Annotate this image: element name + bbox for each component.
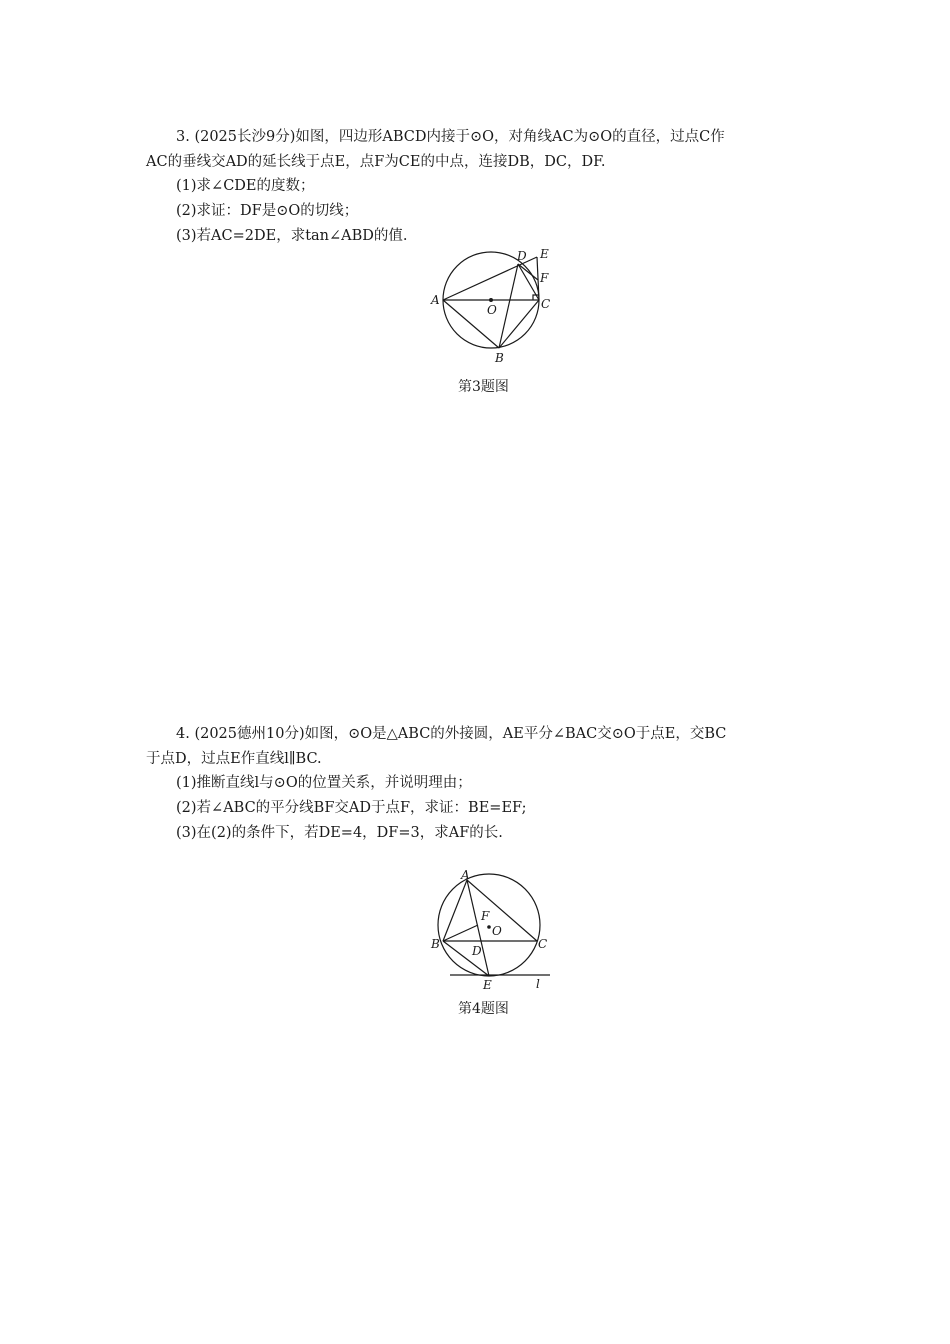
label-d: D [472, 944, 482, 958]
label-o: O [492, 924, 502, 938]
question-4-figure-caption: 第4题图 [458, 1001, 509, 1017]
label-b: B [495, 351, 504, 365]
center-dot [487, 925, 491, 929]
label-c: C [541, 297, 551, 311]
question-4-part-1: (1)推断直线l与⊙O的位置关系，并说明理由； [176, 775, 472, 791]
segment-ae [443, 257, 537, 300]
question-4-line-1: 4. (2025德州10分)如图，⊙O是△ABC的外接圆，AE平分∠BAC交⊙O于点E，交BC [176, 726, 727, 742]
question-3-line-1: 3. (2025长沙9分)如图，四边形ABCD内接于⊙O，对角线AC为⊙O的直径，过点C作 [176, 129, 725, 145]
label-f: F [540, 271, 549, 285]
question-4-part-3: (3)在(2)的条件下，若DE=4，DF=3，求AF的长. [176, 825, 503, 841]
question-4-figure [425, 866, 560, 994]
question-4-line-2: 于点D，过点E作直线l∥BC. [146, 751, 322, 767]
label-a: A [461, 868, 470, 882]
question-3-part-3: (3)若AC=2DE，求tan∠ABD的值. [176, 228, 408, 244]
question-4-part-2: (2)若∠ABC的平分线BF交AD于点F，求证：BE=EF; [176, 800, 527, 816]
circle-o [438, 874, 540, 976]
label-e: E [483, 978, 492, 992]
question-3-part-2: (2)求证：DF是⊙O的切线； [176, 203, 359, 219]
label-c: C [538, 937, 548, 951]
label-a: A [431, 293, 440, 307]
question-3-part-1: (1)求∠CDE的度数； [176, 178, 315, 194]
question-3-figure-caption: 第3题图 [458, 379, 509, 395]
label-e: E [540, 247, 549, 261]
segment-ac [467, 880, 537, 941]
label-d: D [517, 249, 527, 263]
question-3-figure [428, 244, 558, 369]
center-dot [489, 298, 493, 302]
question-3-line-2: AC的垂线交AD的延长线于点E，点F为CE的中点，连接DB，DC，DF. [146, 154, 606, 170]
segment-df [518, 264, 538, 280]
segment-db [499, 264, 518, 348]
label-f: F [481, 909, 490, 923]
label-o: O [487, 303, 497, 317]
label-b: B [431, 937, 440, 951]
label-l: l [536, 977, 540, 991]
